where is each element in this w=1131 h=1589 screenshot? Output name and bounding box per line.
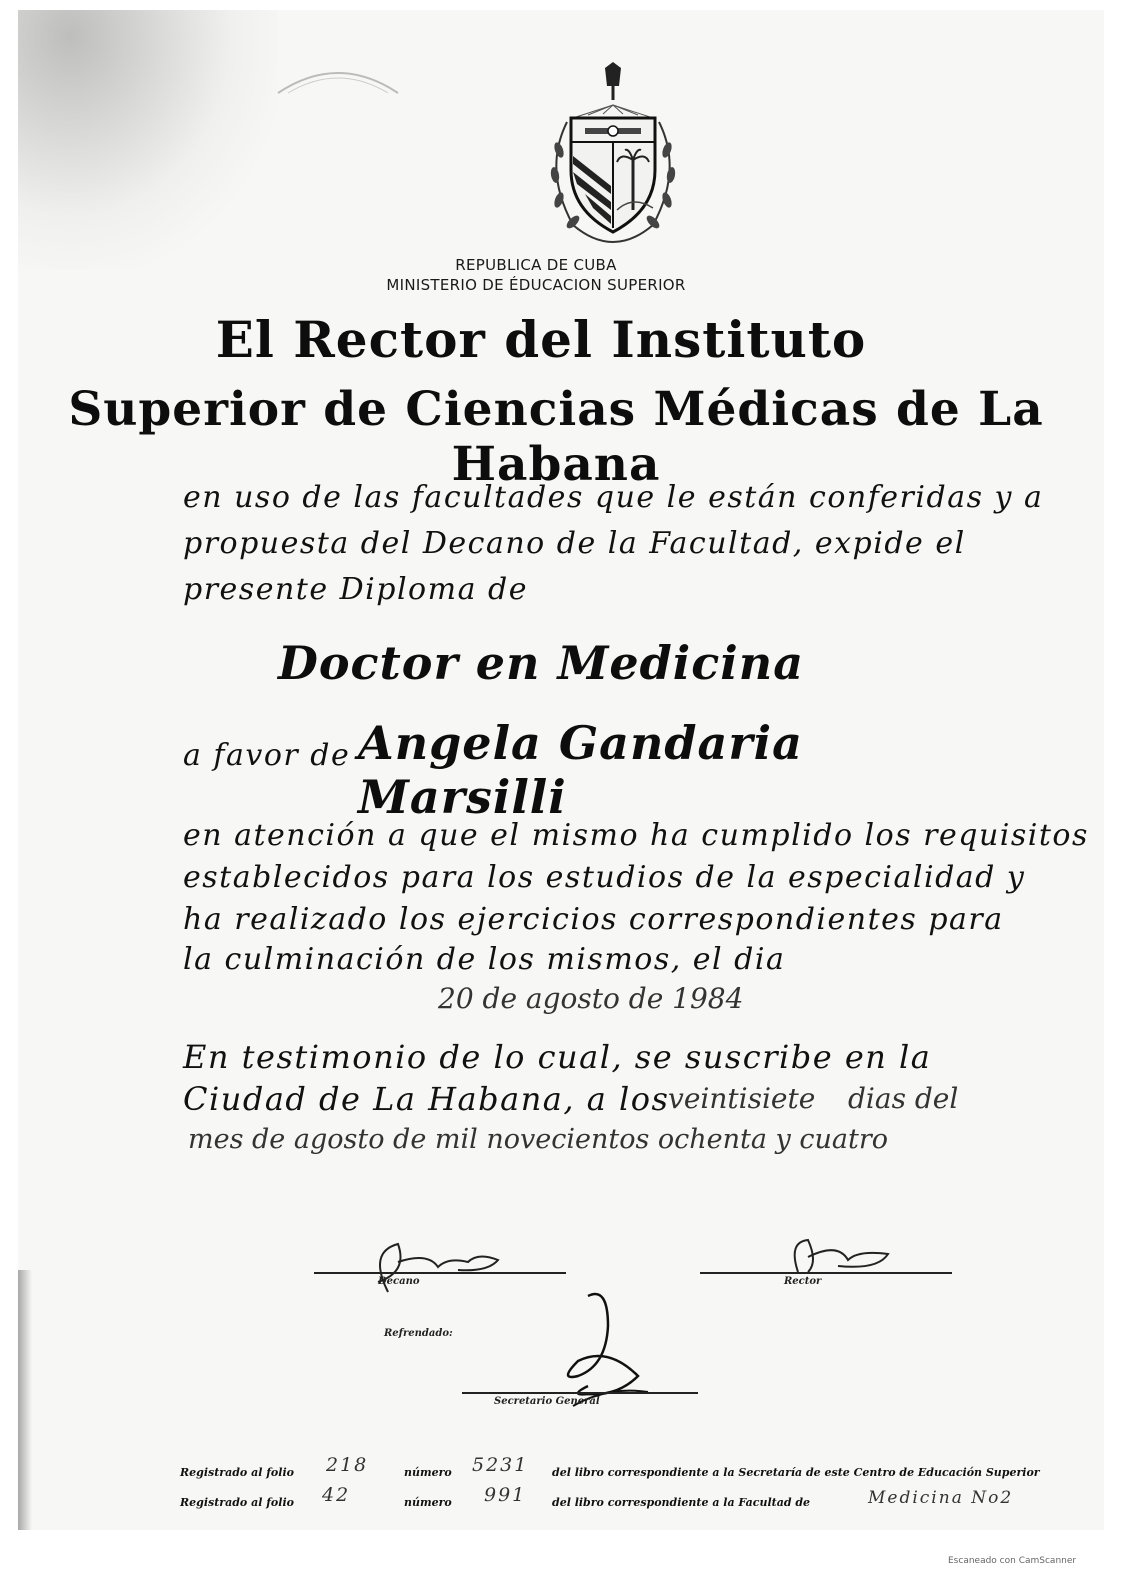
scan-smudge — [18, 10, 278, 270]
registry-row-1-text: del libro correspondiente a la Secretaría de este Centro de Educación Superior — [552, 1466, 1040, 1479]
title-line-1: El Rector del Instituto — [215, 310, 867, 369]
title-line-2: Superior de Ciencias Médicas de La Habana — [68, 382, 1044, 492]
registry-row-2-text: del libro correspondiente a la Facultad de — [552, 1496, 811, 1509]
registry-row-2-folio: 42 — [322, 1484, 351, 1506]
registry-row-1-numero: 5231 — [472, 1454, 529, 1476]
header-country: REPUBLICA DE CUBA — [455, 256, 617, 274]
recipient-name: Angela Gandaria Marsilli — [358, 716, 803, 824]
rector-signature — [778, 1232, 908, 1282]
testimony-line-1: En testimonio de lo cual, se suscribe en la — [183, 1038, 932, 1076]
registry-row-1-label: Registrado al folio — [180, 1466, 294, 1479]
decano-label: Decano — [378, 1276, 420, 1287]
attention-line-2: establecidos para los estudios de la especialidad y — [183, 860, 1026, 895]
diploma-page — [18, 10, 1104, 1530]
rector-label: Rector — [784, 1276, 822, 1287]
registry-row-1-numero-label: número — [404, 1466, 452, 1479]
refrendado-label: Refrendado: — [384, 1328, 453, 1339]
secretario-signature-line — [462, 1392, 698, 1394]
attention-line-3: ha realizado los ejercicios correspondientes para — [183, 902, 1004, 937]
intro-line-2: propuesta del Decano de la Facultad, expide el — [183, 526, 966, 561]
testimony-line-2-end: dias del — [848, 1082, 959, 1115]
intro-line-3: presente Diploma de — [183, 572, 528, 607]
completion-date-handwritten: 20 de agosto de 1984 — [438, 982, 744, 1015]
registry-row-1-folio: 218 — [326, 1454, 369, 1476]
secretario-label: Secretario General — [494, 1396, 600, 1407]
camscanner-watermark: Escaneado con CamScanner — [948, 1556, 1077, 1566]
testimony-line-3-handwritten: mes de agosto de mil novecientos ochenta y cuatro — [188, 1124, 889, 1155]
favor-label: a favor de — [183, 738, 351, 773]
testimony-line-2-print: Ciudad de La Habana, a los — [183, 1080, 670, 1118]
coat-of-arms-emblem — [533, 60, 693, 250]
registry-row-2-numero: 991 — [484, 1484, 527, 1506]
decano-signature — [338, 1232, 518, 1302]
attention-line-1: en atención a que el mismo ha cumplido los requisitos — [183, 818, 1089, 853]
scan-edge-shadow — [18, 1270, 32, 1530]
registry-row-2-faculty: Medicina No2 — [868, 1488, 1014, 1508]
decano-signature-line — [314, 1272, 566, 1274]
attention-line-4: la culminación de los mismos, el dia — [183, 942, 786, 977]
header-ministry: MINISTERIO DE ÉDUCACION SUPERIOR — [386, 276, 686, 294]
registry-row-2-label: Registrado al folio — [180, 1496, 294, 1509]
degree-title: Doctor en Medicina — [277, 636, 805, 690]
intro-line-1: en uso de las facultades que le están conferidas y a — [183, 480, 1044, 515]
rector-signature-line — [700, 1272, 952, 1274]
testimony-day-handwritten: veintisiete — [668, 1082, 816, 1115]
registry-row-2-numero-label: número — [404, 1496, 452, 1509]
faint-stamp-mark — [273, 58, 403, 98]
